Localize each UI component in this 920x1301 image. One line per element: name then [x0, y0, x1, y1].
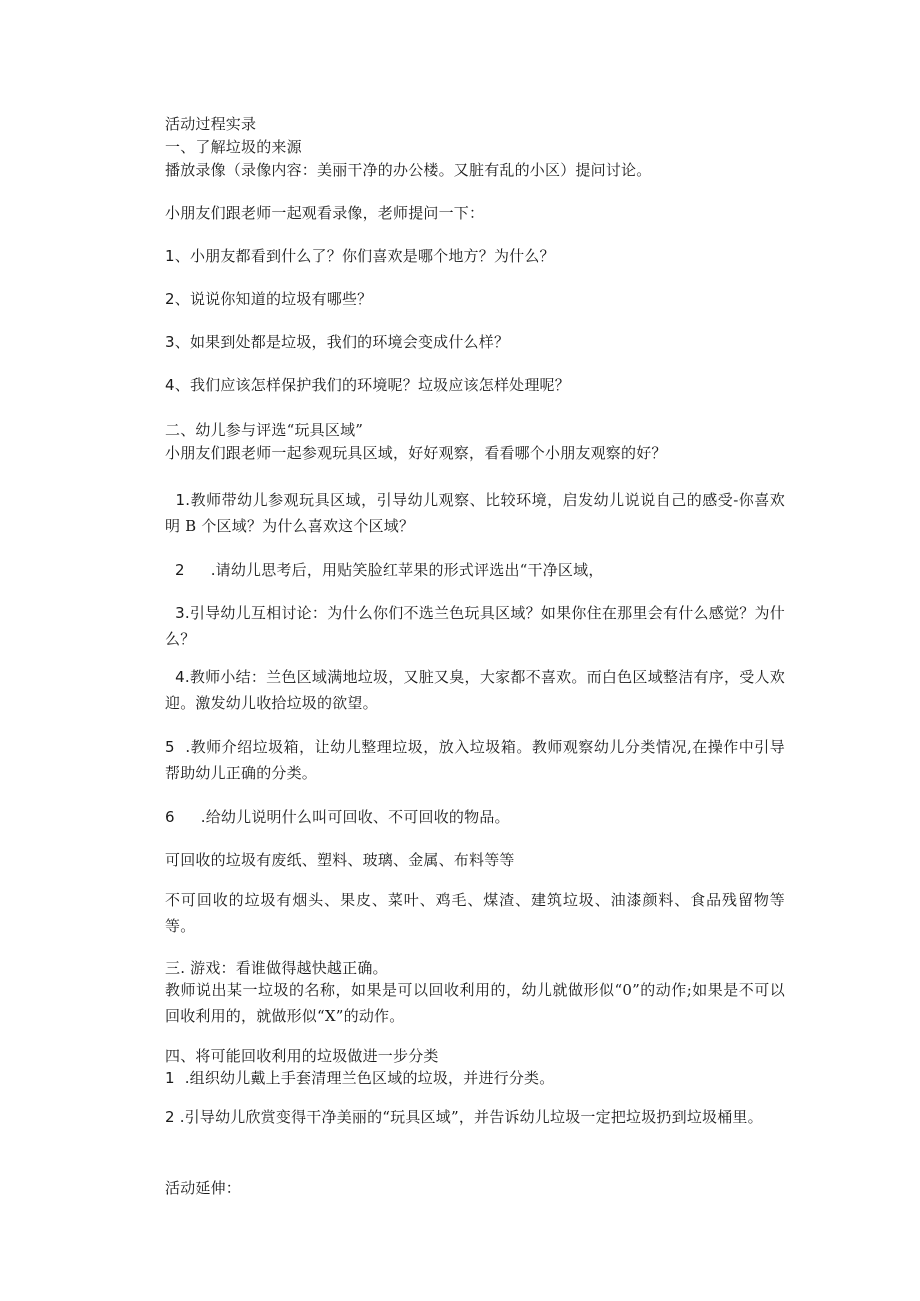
step-6: [165, 807, 510, 827]
step-1-number: 1: [175, 491, 186, 509]
step-5-text: .教师介绍垃圾箱，让幼儿整理垃圾，放入垃圾箱。教师观察幼儿分类情况,在操作中引导帮助幼儿正确的分类。: [165, 738, 785, 782]
step-4-number: 4: [175, 668, 185, 686]
question-1-number: 1: [165, 247, 175, 265]
section-1-heading: 一、了解垃圾的来源: [165, 138, 302, 156]
step-3-text: .引导幼儿互相讨论：为什么你们不选兰色玩具区域？如果你住在那里会有什么感觉？为什么？: [165, 604, 785, 648]
sort-step-2-number: 2: [165, 1108, 175, 1126]
question-1: [165, 246, 555, 266]
question-4-number: 4: [165, 376, 175, 394]
section-2-lead: 小朋友们跟老师一起参观玩具区域，好好观察，看看哪个小朋友观察的好？: [165, 444, 667, 462]
step-6-number: 6: [165, 808, 175, 826]
question-3-number: 3: [165, 333, 175, 351]
sort-step-2: [165, 1104, 785, 1130]
question-3-text: 、如果到处都是垃圾，我们的环境会变成什么样？: [174, 333, 510, 351]
step-2: [165, 560, 604, 580]
question-2-text: 、说说你知道的垃圾有哪些？: [174, 290, 373, 308]
step-3-number: 3: [175, 604, 185, 622]
section-1-lead: 小朋友们跟老师一起观看录像，老师提问一下：: [165, 204, 485, 222]
question-2-number: 2: [165, 290, 175, 308]
sort-step-2-text: .引导幼儿欣赏变得干净美丽的“玩具区域”，并告诉幼儿垃圾一定把垃圾扔到垃圾桶里。: [179, 1108, 763, 1126]
step-1-text: .教师带幼儿参观玩具区域，引导幼儿观察、比较环境，启发幼儿说说自己的感受-你喜欢明 B 个区域？为什么喜欢这个区域？: [165, 491, 785, 535]
section-2-heading: 二、幼儿参与评选“玩具区域”: [165, 421, 364, 439]
non-recyclable-list: 不可回收的垃圾有烟头、果皮、菜叶、鸡毛、煤渣、建筑垃圾、油漆颜料、食品残留物等等。: [165, 891, 785, 935]
question-4-text: 、我们应该怎样保护我们的环境呢？垃圾应该怎样处理呢？: [174, 376, 570, 394]
step-4: [165, 664, 785, 716]
section-4-heading: 四、将可能回收利用的垃圾做进一步分类: [165, 1047, 439, 1065]
section-3-text: 教师说出某一垃圾的名称，如果是可以回收利用的，幼儿就做形似“0”的动作;如果是不可以回收利用的，就做形似“X”的动作。: [165, 981, 785, 1025]
step-5: [165, 734, 785, 786]
step-1: [165, 487, 785, 539]
step-2-number: 2: [174, 561, 185, 579]
step-4-text: .教师小结：兰色区域满地垃圾，又脏又臭，大家都不喜欢。而白色区域整洁有序，受人欢迎。激发幼儿收拾垃圾的欲望。: [165, 668, 785, 712]
question-1-text: 、小朋友都看到什么了？你们喜欢是哪个地方？为什么？: [174, 247, 555, 265]
section-1-intro: 播放录像（录像内容：美丽干净的办公楼。又脏有乱的小区）提问讨论。: [165, 161, 652, 179]
sort-step-1: [165, 1068, 554, 1088]
sort-step-1-text: .组织幼儿戴上手套清理兰色区域的垃圾，并进行分类。: [184, 1069, 555, 1087]
step-6-text: .给幼儿说明什么叫可回收、不可回收的物品。: [200, 808, 510, 826]
recyclable-list: 可回收的垃圾有废纸、塑料、玻璃、金属、布料等等: [165, 851, 515, 869]
question-4: [165, 375, 570, 395]
question-3: [165, 332, 509, 352]
sort-step-1-number: 1: [165, 1069, 175, 1087]
step-5-number: 5: [165, 738, 175, 756]
section-3-heading: 三. 游戏：看谁做得越快越正确。: [165, 959, 388, 977]
step-3: [165, 600, 785, 652]
step-2-text: .请幼儿思考后，用贴笑脸红苹果的形式评选出“干净区域，: [210, 561, 604, 579]
doc-title: 活动过程实录: [165, 115, 257, 133]
question-2: [165, 289, 372, 309]
activity-extension-label: 活动延伸：: [165, 1179, 242, 1197]
